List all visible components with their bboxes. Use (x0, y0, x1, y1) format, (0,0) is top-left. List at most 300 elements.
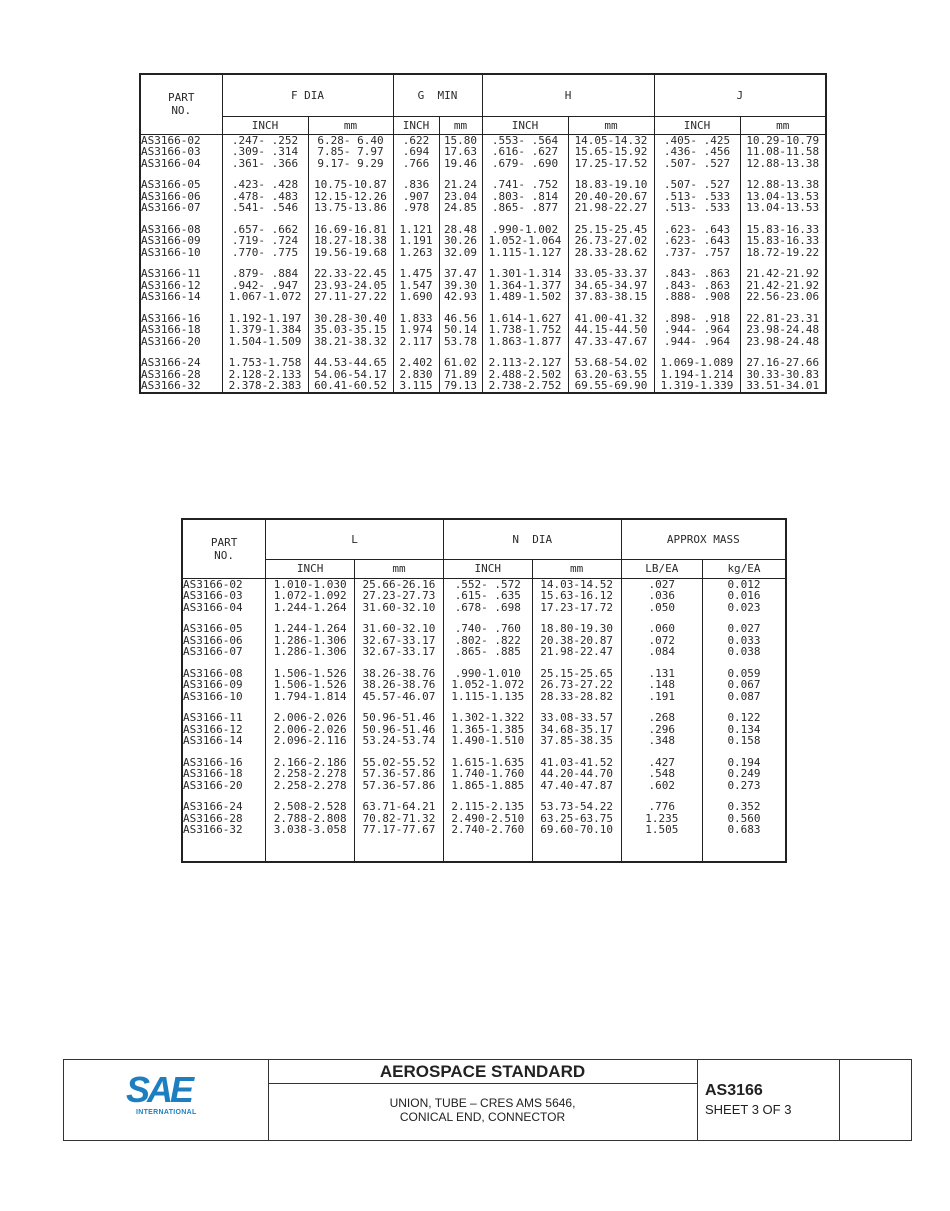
table-cell: 35.03-35.15 (314, 323, 387, 336)
table-cell: AS3166-07 (141, 201, 201, 214)
row-group (440, 224, 482, 259)
table-cell: .513- .533 (663, 201, 731, 214)
table-cell: 0.023 (727, 600, 761, 614)
table-cell: 0.033 (727, 633, 761, 647)
table-cell: 0.087 (727, 689, 761, 703)
table-cell: 37.85-38.35 (540, 734, 614, 747)
table-cell: 22.56-23.06 (746, 290, 820, 303)
table-cell: 21.98-22.27 (574, 201, 648, 214)
table-cell: 23.98-24.48 (746, 323, 820, 336)
table-cell: .548 (648, 767, 676, 780)
table-cell: 2.830 (399, 367, 433, 381)
table-cell: .741- .752 (491, 178, 559, 191)
row-group (223, 268, 308, 303)
row-group (223, 224, 308, 259)
approx-mass-header: APPROX MASS (621, 519, 786, 559)
logo-subtext: INTERNATIONAL (136, 1109, 197, 1116)
l-mm-column (355, 578, 444, 862)
table-cell: 28.48 (443, 222, 478, 236)
table-cell: 19.56-19.68 (314, 245, 387, 259)
row-group (483, 224, 568, 259)
table-cell: AS3166-11 (141, 267, 201, 280)
table-cell: .678- .698 (454, 600, 521, 614)
table-cell: AS3166-24 (183, 800, 243, 813)
table-cell: 12.88-13.38 (746, 156, 820, 170)
row-group (703, 712, 785, 747)
table-cell: 16.69-16.81 (314, 222, 387, 236)
row-group (444, 668, 532, 703)
h-mm-header: mm (568, 116, 654, 134)
table-cell: 3.115 (399, 379, 433, 392)
table-cell: 41.00-41.32 (574, 311, 648, 325)
table-cell: .478- .483 (231, 189, 299, 203)
table-cell: 21.42-21.92 (746, 267, 820, 280)
table-cell: 2.096-2.116 (273, 734, 347, 747)
table-cell: 13.04-13.53 (746, 189, 820, 203)
table-cell: .657- .662 (231, 222, 299, 236)
table-cell: 23.04 (443, 189, 478, 203)
table-cell: 21.98-22.47 (540, 645, 614, 658)
n-mm-column (532, 578, 621, 862)
table-cell: 32.67-33.17 (362, 633, 436, 647)
table-cell: 0.122 (727, 711, 761, 724)
table-cell: 27.23-27.73 (362, 589, 436, 602)
table-cell: 1.833 (399, 311, 433, 325)
table-cell: .623- .643 (663, 234, 731, 247)
table-cell: 1.052-1.064 (488, 234, 562, 247)
row-group (622, 801, 702, 836)
table-cell: 15.80 (443, 133, 478, 147)
row-group (440, 179, 482, 214)
table-cell: 53.68-54.02 (574, 356, 648, 369)
row-group (309, 224, 393, 259)
table-cell: .507- .527 (663, 156, 731, 170)
h-inch-column (482, 134, 568, 393)
sae-logo (64, 1060, 269, 1140)
j-inch-header: INCH (654, 116, 740, 134)
table-cell: 2.402 (399, 356, 433, 369)
lb-ea-header: LB/EA (621, 559, 702, 578)
g-min-header: G MIN (393, 74, 482, 116)
table-cell: 39.30 (443, 278, 478, 292)
row-group (394, 268, 439, 303)
table-cell: AS3166-03 (141, 145, 201, 158)
table-cell: AS3166-32 (141, 379, 201, 392)
table-cell: AS3166-18 (141, 323, 201, 336)
table-cell: 38.26-38.76 (362, 678, 436, 691)
table-cell: 27.16-27.66 (746, 356, 820, 369)
table-cell: .423- .428 (231, 178, 299, 191)
title-block (63, 1059, 912, 1141)
table-cell: .898- .918 (663, 311, 731, 325)
table-cell: .942- .947 (231, 278, 299, 292)
table-cell: 61.02 (443, 356, 478, 369)
table-cell: 6.28- 6.40 (317, 133, 384, 147)
f-mm-column (308, 134, 393, 393)
table-cell: .084 (648, 645, 676, 658)
part-description (268, 1096, 697, 1124)
table-cell: AS3166-16 (141, 311, 201, 325)
table-cell: 1.115-1.127 (488, 245, 562, 259)
row-group (440, 135, 482, 170)
table-cell: 15.83-16.33 (746, 234, 820, 247)
table-cell: 0.067 (727, 678, 761, 691)
row-group (655, 224, 740, 259)
row-group (440, 357, 482, 392)
table-cell: 1.286-1.306 (273, 645, 347, 658)
table-cell: .072 (648, 633, 676, 647)
g-mm-column (439, 134, 482, 393)
table-cell: .907 (402, 189, 430, 203)
row-group (444, 757, 532, 792)
table-cell: 23.93-24.05 (314, 278, 387, 292)
table-cell: AS3166-14 (141, 290, 201, 303)
table-cell: 31.60-32.10 (362, 622, 436, 635)
table-cell: 71.89 (443, 367, 478, 381)
table-cell: 1.753-1.758 (228, 356, 302, 369)
row-group (569, 224, 654, 259)
table-cell: 44.15-44.50 (574, 323, 648, 336)
table-cell: 1.244-1.264 (273, 622, 347, 635)
table-cell: 2.115-2.135 (451, 800, 525, 813)
table-cell: 63.25-63.75 (540, 811, 614, 825)
table-cell: 57.36-57.86 (362, 778, 436, 792)
row-group (309, 313, 393, 348)
table-cell: 1.504-1.509 (228, 334, 302, 348)
row-group (440, 313, 482, 348)
row-group (223, 179, 308, 214)
row-group (394, 179, 439, 214)
table-cell: 1.364-1.377 (488, 278, 562, 292)
table-cell: 2.258-2.278 (273, 778, 347, 792)
table-cell: .679- .690 (491, 156, 559, 170)
table-cell: 34.68-35.17 (540, 722, 614, 736)
table-cell: 20.38-20.87 (540, 633, 614, 647)
table-cell: 26.73-27.22 (540, 678, 614, 691)
table-cell: 1.379-1.384 (228, 323, 302, 336)
table-cell: 55.02-55.52 (362, 755, 436, 769)
row-group (703, 801, 785, 836)
table-body (140, 134, 826, 393)
table-cell: .843- .863 (663, 278, 731, 292)
table-cell: 57.36-57.86 (362, 767, 436, 780)
row-group (533, 668, 621, 703)
row-group (183, 757, 265, 792)
row-group (569, 357, 654, 392)
table-cell: 1.863-1.877 (488, 334, 562, 348)
table-cell: AS3166-12 (183, 722, 243, 736)
f-dia-header: F DIA (222, 74, 393, 116)
table-cell: .615- .635 (454, 589, 521, 602)
document-number-section (697, 1060, 840, 1140)
row-group (444, 712, 532, 747)
table-cell: 17.23-17.72 (540, 600, 614, 614)
table-cell: AS3166-05 (183, 622, 243, 635)
table-cell: 13.75-13.86 (314, 201, 387, 214)
table-cell: 18.83-19.10 (574, 178, 648, 191)
table-cell: 14.03-14.52 (540, 577, 614, 591)
row-group (355, 579, 443, 614)
table-cell: .513- .533 (663, 189, 731, 203)
table-cell: 69.60-70.10 (540, 823, 614, 836)
table-cell: .623- .643 (663, 222, 731, 236)
table-cell: 28.33-28.82 (540, 689, 614, 703)
table-cell: AS3166-02 (183, 577, 243, 591)
table-cell: 30.33-30.83 (746, 367, 820, 381)
g-inch-column (393, 134, 439, 393)
table-cell: 79.13 (443, 379, 478, 392)
table-cell: 46.56 (443, 311, 478, 325)
table-cell: 32.09 (443, 245, 478, 259)
table-cell: AS3166-02 (141, 133, 201, 147)
table-cell: 20.40-20.67 (574, 189, 648, 203)
row-group (703, 623, 785, 658)
table-cell: 2.488-2.502 (488, 367, 562, 381)
table-cell: 17.63 (443, 145, 478, 158)
table-cell: .616- .627 (491, 145, 559, 158)
table-cell: .770- .775 (231, 245, 299, 259)
table-cell: 21.24 (443, 178, 478, 191)
table-cell: .348 (648, 734, 676, 747)
table-cell: 1.365-1.385 (451, 722, 525, 736)
row-group (483, 313, 568, 348)
row-group (703, 579, 785, 614)
table-cell: 3.038-3.058 (273, 823, 347, 836)
table-cell: AS3166-04 (183, 600, 243, 614)
table-cell: AS3166-06 (141, 189, 201, 203)
table-cell: .944- .964 (663, 323, 731, 336)
row-group (266, 712, 354, 747)
row-group (223, 357, 308, 392)
row-group (741, 357, 826, 392)
table-cell: .694 (402, 145, 430, 158)
table-cell: AS3166-11 (183, 711, 243, 724)
table-cell: 2.128-2.133 (228, 367, 302, 381)
row-group (444, 579, 532, 614)
row-group (655, 179, 740, 214)
table-cell: 2.740-2.760 (451, 823, 525, 836)
table-cell: .060 (648, 622, 676, 635)
table-cell: 1.263 (399, 245, 433, 259)
table-cell: 33.08-33.57 (540, 711, 614, 724)
row-group (355, 623, 443, 658)
row-group (703, 668, 785, 703)
row-group (266, 668, 354, 703)
table-cell: 47.40-47.87 (540, 778, 614, 792)
table-cell: 22.81-23.31 (746, 311, 820, 325)
table-cell: 28.33-28.62 (574, 245, 648, 259)
table-cell: AS3166-10 (141, 245, 201, 259)
row-group (141, 268, 222, 303)
n-inch-header: INCH (443, 559, 532, 578)
h-header: H (482, 74, 654, 116)
table-cell: 53.78 (443, 334, 478, 348)
row-group (141, 135, 222, 170)
table-cell: AS3166-06 (183, 633, 243, 647)
table-cell: 0.249 (727, 767, 761, 780)
j-inch-column (654, 134, 740, 393)
table-cell: 2.006-2.026 (273, 722, 347, 736)
row-group (444, 623, 532, 658)
kg-ea-header: kg/EA (703, 559, 786, 578)
n-inch-column (443, 578, 532, 862)
table-cell: AS3166-18 (183, 767, 243, 780)
table-cell: 0.059 (727, 666, 761, 680)
table-cell: 0.027 (727, 622, 761, 635)
table-cell: 1.690 (399, 290, 433, 303)
table-cell: 37.47 (443, 267, 478, 280)
row-group (483, 357, 568, 392)
row-group (622, 668, 702, 703)
row-group (183, 623, 265, 658)
table-cell: .865- .885 (454, 645, 521, 658)
row-group (622, 579, 702, 614)
part-no-column (140, 134, 222, 393)
n-dia-header: N DIA (443, 519, 621, 559)
l-inch-header: INCH (266, 559, 355, 578)
table-cell: 10.29-10.79 (746, 133, 820, 147)
table-cell: 54.06-54.17 (314, 367, 387, 381)
table-cell: 45.57-46.07 (362, 689, 436, 703)
table-cell: 44.20-44.70 (540, 767, 614, 780)
lb-ea-column (621, 578, 702, 862)
table-cell: 19.46 (443, 156, 478, 170)
row-group (355, 757, 443, 792)
table-cell: 1.244-1.264 (273, 600, 347, 614)
row-group (183, 712, 265, 747)
kg-ea-column (703, 578, 786, 862)
row-group (483, 179, 568, 214)
row-group (266, 623, 354, 658)
j-mm-column (740, 134, 826, 393)
table-cell: 13.04-13.53 (746, 201, 820, 214)
row-group (569, 313, 654, 348)
row-group (533, 801, 621, 836)
table-cell: 18.80-19.30 (540, 622, 614, 635)
table-cell: .990-1.010 (454, 666, 521, 680)
table-cell: 30.26 (443, 234, 478, 247)
table-cell: 12.88-13.38 (746, 178, 820, 191)
table-body (182, 578, 786, 862)
row-group (622, 757, 702, 792)
table-cell: 2.508-2.528 (273, 800, 347, 813)
table-cell: 15.65-15.92 (574, 145, 648, 158)
table-cell: .719- .724 (231, 234, 299, 247)
row-group (394, 224, 439, 259)
row-group (394, 357, 439, 392)
description-line-2: CONICAL END, CONNECTOR (399, 1110, 566, 1124)
table-cell: AS3166-20 (141, 334, 201, 348)
row-group (741, 135, 826, 170)
table-cell: .879- .884 (231, 267, 299, 280)
table-cell: 63.20-63.55 (574, 367, 648, 381)
row-group (141, 179, 222, 214)
table-cell: AS3166-24 (141, 356, 201, 369)
row-group (183, 668, 265, 703)
table-cell: 0.012 (727, 577, 761, 591)
row-group (483, 268, 568, 303)
part-no-header: PART NO. (182, 519, 266, 578)
row-group (533, 757, 621, 792)
table-cell: 0.158 (727, 734, 761, 747)
table-cell: AS3166-12 (141, 278, 201, 292)
row-group (533, 712, 621, 747)
table-cell: .191 (648, 689, 676, 703)
row-group (266, 757, 354, 792)
table-cell: 1.235 (645, 811, 679, 825)
table-cell: .427 (648, 755, 676, 769)
table-cell: AS3166-03 (183, 589, 243, 602)
table-cell: .541- .546 (231, 201, 299, 214)
table-cell: 33.05-33.37 (574, 267, 648, 280)
part-no-column (182, 578, 266, 862)
row-group (223, 313, 308, 348)
table-cell: .776 (648, 800, 676, 813)
table-cell: 25.15-25.45 (574, 222, 648, 236)
table-cell: AS3166-08 (141, 222, 201, 236)
dimension-table-2 (181, 518, 787, 863)
table-cell: 1.302-1.322 (451, 711, 525, 724)
row-group (483, 135, 568, 170)
row-group (741, 313, 826, 348)
dimension-table-1 (139, 73, 827, 394)
row-group (741, 224, 826, 259)
table-cell: 1.506-1.526 (273, 678, 347, 691)
table-cell: 38.26-38.76 (362, 666, 436, 680)
row-group (703, 757, 785, 792)
table-cell: 1.319-1.339 (660, 379, 734, 392)
table-cell: 0.352 (727, 800, 761, 813)
row-group (655, 313, 740, 348)
row-group (444, 801, 532, 836)
table-cell: AS3166-20 (183, 778, 243, 792)
row-group (183, 801, 265, 836)
table-cell: 1.740-1.760 (451, 767, 525, 780)
row-group (309, 135, 393, 170)
table-cell: 0.560 (727, 811, 761, 825)
table-cell: 1.489-1.502 (488, 290, 562, 303)
table-cell: .978 (402, 201, 430, 214)
table-cell: .361- .366 (231, 156, 299, 170)
j-mm-header: mm (740, 116, 826, 134)
table-cell: 2.490-2.510 (451, 811, 525, 825)
row-group (569, 135, 654, 170)
table-cell: .802- .822 (454, 633, 521, 647)
table-cell: 26.73-27.02 (574, 234, 648, 247)
sheet-number: SHEET 3 OF 3 (705, 1102, 792, 1117)
table-cell: .247- .252 (231, 133, 299, 147)
table-cell: 44.53-44.65 (314, 356, 387, 369)
table-cell: AS3166-09 (141, 234, 201, 247)
row-group (741, 179, 826, 214)
table-cell: 63.71-64.21 (362, 800, 436, 813)
table-cell: 2.117 (399, 334, 433, 348)
table-cell: 15.63-16.12 (540, 589, 614, 602)
table-cell: 1.865-1.885 (451, 778, 525, 792)
table-cell: 1.974 (399, 323, 433, 336)
table-cell: 11.08-11.58 (746, 145, 820, 158)
h-inch-header: INCH (482, 116, 568, 134)
l-header: L (266, 519, 444, 559)
table-cell: 0.016 (727, 589, 761, 602)
table-cell: AS3166-14 (183, 734, 243, 747)
f-mm-header: mm (308, 116, 393, 134)
table-cell: 53.73-54.22 (540, 800, 614, 813)
table-cell: 27.11-27.22 (314, 290, 387, 303)
table-cell: 32.67-33.17 (362, 645, 436, 658)
table-cell: .027 (648, 577, 676, 591)
table-cell: AS3166-16 (183, 755, 243, 769)
